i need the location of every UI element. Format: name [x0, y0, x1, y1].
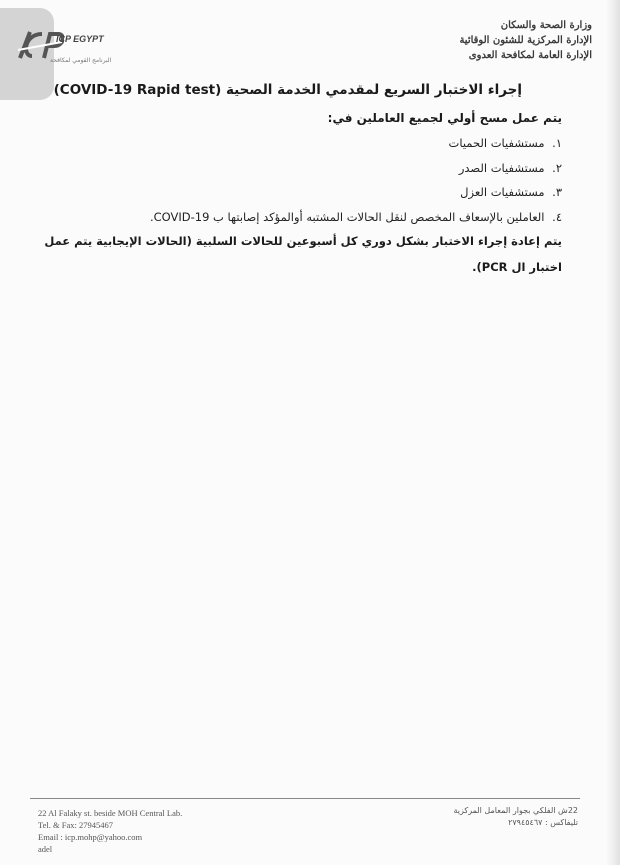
page-edge-shadow — [606, 0, 620, 865]
retest-note: يتم إعادة إجراء الاختبار بشكل دوري كل أسبوعين للحالات السلبية (الحالات الإيجابية يتم عمل اختبار ال PCR). — [44, 234, 562, 274]
logo-badge — [0, 8, 54, 100]
logo-subtitle: البرنامج القومي لمكافحة — [50, 57, 112, 64]
list-item-number: ٤. — [552, 209, 562, 224]
footer-address: 22 Al Falaky st. beside MOH Central Lab. — [38, 808, 183, 818]
footer-contact-ar — [453, 805, 578, 829]
list-item — [42, 156, 562, 181]
list-item — [42, 131, 562, 156]
footer-tel: Tel. & Fax: 27945467 — [38, 820, 113, 830]
document-title: إجراء الاختبار السريع لمقدمي الخدمة الصحية (COVID-19 Rapid test) — [53, 82, 522, 98]
footer-contact-en — [38, 807, 182, 855]
list-item-text: مستشفيات العزل — [460, 185, 545, 199]
list-item-text: مستشفيات الحميات — [448, 136, 545, 150]
list-item-text: العاملين بالإسعاف المخصص لنقل الحالات المشتبه أوالمؤكد إصابتها ب COVID-19. — [149, 209, 545, 224]
list-item-number: ٢. — [552, 160, 562, 175]
list-item-number: ١. — [552, 136, 562, 150]
list-item — [42, 205, 562, 230]
letterhead — [459, 18, 592, 63]
letterhead-general-admin: الإدارة العامة لمكافحة العدوى — [468, 50, 592, 61]
letterhead-ministry: وزارة الصحة والسكان — [500, 20, 592, 31]
list-item — [42, 180, 562, 205]
footer-email: Email : icp.mohp@yahoo.com — [38, 832, 143, 842]
list-item-text: مستشفيات الصدر — [458, 160, 545, 175]
footer-address-ar: 22ش الفلكي بجوار المعامل المركزية — [453, 806, 578, 815]
facility-list — [42, 131, 562, 229]
footer-divider — [30, 798, 580, 799]
footer-tel-ar: تليفاكس : ٢٧٩٤٥٤٦٧ — [508, 818, 578, 827]
letterhead-central-admin: الإدارة المركزية للشئون الوقائية — [459, 35, 592, 46]
footer-signature: adel — [38, 844, 53, 854]
list-item-number: ٣. — [552, 185, 562, 199]
logo-brand: ICP EGYPT — [56, 34, 104, 44]
intro-line: يتم عمل مسح أولي لجميع العاملين في: — [327, 111, 562, 125]
